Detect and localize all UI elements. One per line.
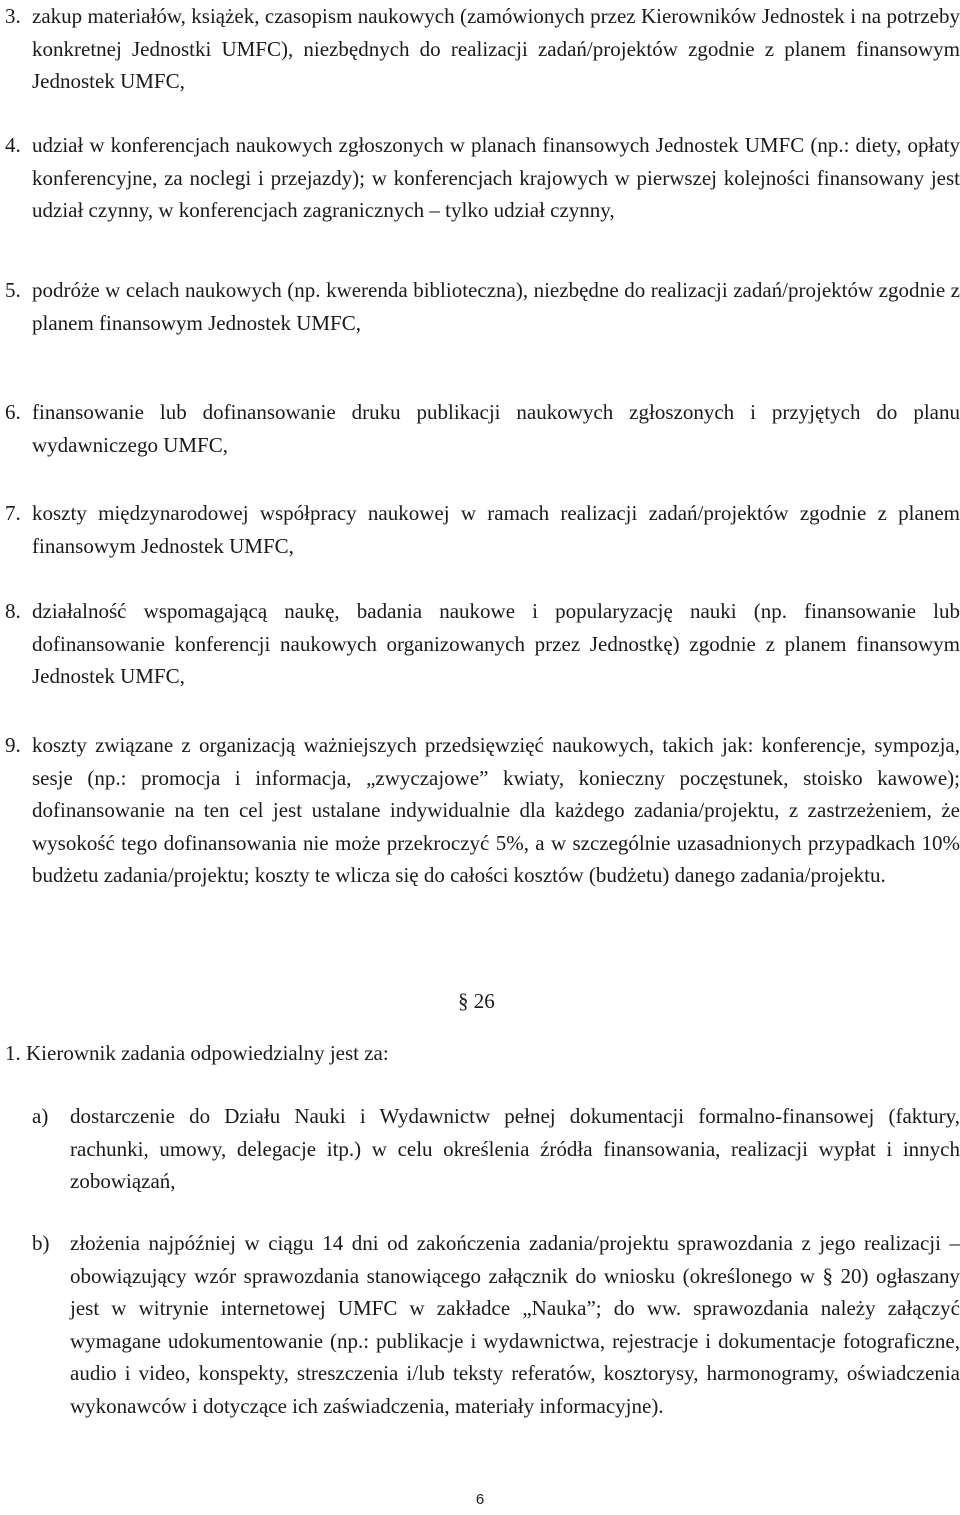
list-item-number: 9.: [5, 733, 21, 757]
list-item-text: finansowanie lub dofinansowanie druku publikacji naukowych zgłoszonych i przyjętych do planu wydawniczego UMFC,: [32, 400, 960, 457]
list-item-text: podróże w celach naukowych (np. kwerenda biblioteczna), niezbędne do realizacji zadań/projektów zgodnie z planem finansowym Jednostek UMFC,: [32, 278, 960, 335]
list-item-number: 7.: [5, 501, 21, 525]
sub-list-item: [0, 1227, 960, 1422]
section-heading: § 26: [458, 989, 495, 1013]
main-point: 1. Kierownik zadania odpowiedzialny jest za:: [5, 1041, 389, 1065]
list-item-number: 6.: [5, 400, 21, 424]
list-item-number: 5.: [5, 278, 21, 302]
list-item-text: zakup materiałów, książek, czasopism naukowych (zamówionych przez Kierowników Jednostek i na potrzeby konkretnej Jednostki UMFC), niezbędnych do realizacji zadań/projektów zgodnie z planem finansowym Jednostek UMFC,: [32, 4, 960, 93]
sub-list-item-text: dostarczenie do Działu Nauki i Wydawnictw pełnej dokumentacji formalno-finansowej (faktury, rachunki, umowy, delegacje itp.) w celu określenia źródła finansowania, realizacji wypłat i innych zobowiązań,: [70, 1104, 960, 1193]
list-item: [0, 396, 960, 461]
list-item-text: działalność wspomagającą naukę, badania naukowe i popularyzację nauki (np. finansowanie lub dofinansowanie konferencji naukowych organizowanych przez Jednostkę) zgodnie z planem finansowym Jednostek UMFC,: [32, 599, 960, 688]
sub-list-item-label: a): [32, 1104, 49, 1128]
list-item: [0, 274, 960, 339]
sub-list-item-label: b): [32, 1231, 50, 1255]
list-item: [0, 0, 960, 98]
list-item: [0, 595, 960, 693]
list-item: [0, 497, 960, 562]
list-item: [0, 729, 960, 892]
sub-list-item-text: złożenia najpóźniej w ciągu 14 dni od zakończenia zadania/projektu sprawozdania z jego realizacji – obowiązujący wzór sprawozdania stanowiącego załącznik do wniosku (określonego w § 20) ogłaszany jest w witrynie internetowej UMFC w zakładce „Nauka”; do ww. sprawozdania należy załączyć wymagane udokumentowanie (np.: publikacje i wydawnictwa, rejestracje i dokumentacje fotograficzne, audio i video, konspekty, streszczenia i/lub teksty referatów, kosztorysy, harmonogramy, oświadczenia wykonawców i dotyczące ich zaświadczenia, materiały informacyjne).: [70, 1231, 960, 1418]
list-item-text: koszty międzynarodowej współpracy naukowej w ramach realizacji zadań/projektów zgodnie z planem finansowym Jednostek UMFC,: [32, 501, 960, 558]
list-item-number: 4.: [5, 133, 21, 157]
list-item-text: udział w konferencjach naukowych zgłoszonych w planach finansowych Jednostek UMFC (np.: diety, opłaty konferencyjne, za noclegi i przejazdy); w konferencjach krajowych w pierwszej kolejności finansowany jest udział czynny, w konferencjach zagranicznych – tylko udział czynny,: [32, 133, 960, 222]
page-number: 6: [475, 1491, 485, 1508]
list-item-number: 8.: [5, 599, 21, 623]
list-item-text: koszty związane z organizacją ważniejszych przedsięwzięć naukowych, takich jak: konferencje, sympozja, sesje (np.: promocja i informacja, „zwyczajowe” kwiaty, konieczny poczęstunek, stoisko kawowe); dofinansowanie na ten cel jest ustalane indywidualnie dla każdego zadania/projektu, z zastrzeżeniem, że wysokość tego dofinansowania nie może przekroczyć 5%, a w szczególnie uzasadnionych przypadkach 10% budżetu zadania/projektu; koszty te wlicza się do całości kosztów (budżetu) danego zadania/projektu.: [32, 733, 960, 887]
list-item: [0, 129, 960, 227]
sub-list-item: [0, 1100, 960, 1198]
list-item-number: 3.: [5, 4, 21, 28]
